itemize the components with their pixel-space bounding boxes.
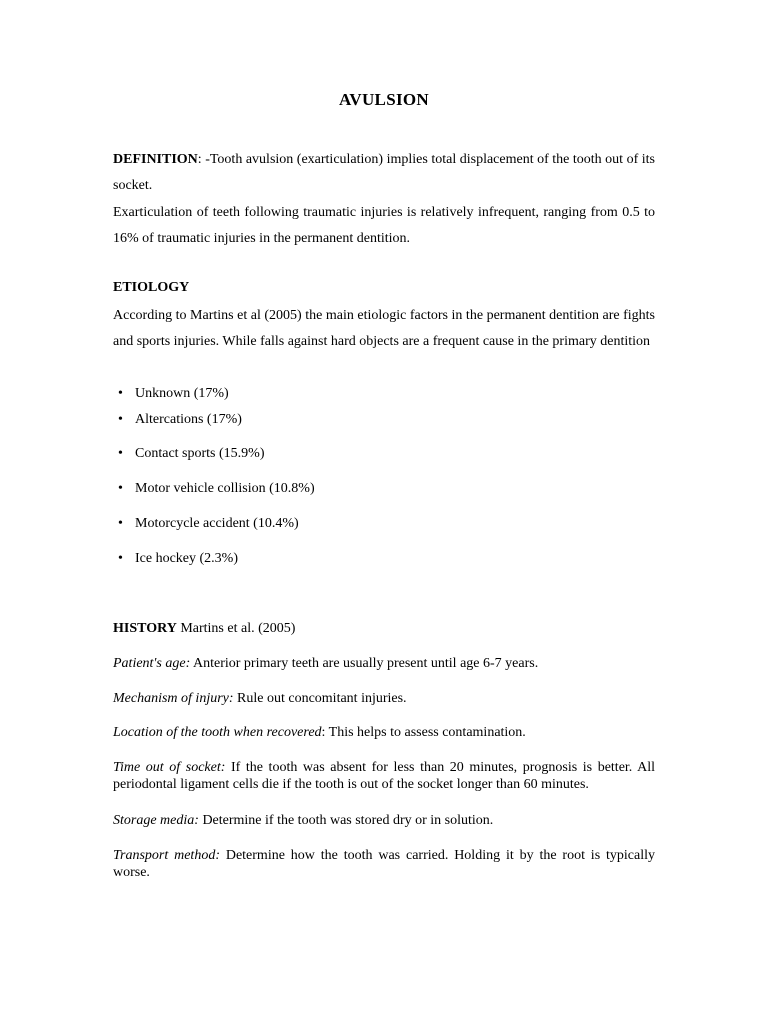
history-heading: HISTORY <box>113 621 177 636</box>
list-item <box>118 446 265 462</box>
history-entry-label: Mechanism of injury: <box>113 691 234 706</box>
history-entry-time-out <box>113 759 655 793</box>
history-entry-text: If the tooth was absent for less than 20 minutes, prognosis is better. All periodontal ligament cells die if the tooth is out of the socket longer than 60 minutes. <box>113 760 655 792</box>
history-entry-text: Anterior primary teeth are usually present until age 6-7 years. <box>190 656 539 671</box>
list-item-text: Altercations (17%) <box>135 412 242 427</box>
bullet-icon: • <box>118 516 123 531</box>
history-entry-transport <box>113 847 655 881</box>
bullet-icon: • <box>118 412 123 427</box>
exarticulation-paragraph: Exarticulation of teeth following traumatic injuries is relatively infrequent, ranging from 0.5 to 16% of traumatic injuries in the permanent dentition. <box>113 205 655 246</box>
list-item-text: Unknown (17%) <box>135 386 229 401</box>
list-item <box>118 386 229 402</box>
history-entry-text: : This helps to assess contamination. <box>321 725 526 740</box>
etiology-paragraph: According to Martins et al (2005) the main etiologic factors in the permanent dentition are fights and sports injuries. While falls against hard objects are a frequent cause in the primary dentition <box>113 308 655 349</box>
history-entry-storage <box>113 812 655 829</box>
history-entry-text: Rule out concomitant injuries. <box>233 691 407 706</box>
bullet-icon: • <box>118 386 123 401</box>
list-item <box>118 551 239 567</box>
list-item-text: Motorcycle accident (10.4%) <box>135 516 299 531</box>
list-item <box>118 516 299 532</box>
etiology-heading: ETIOLOGY <box>113 280 190 295</box>
list-item-text: Ice hockey (2.3%) <box>135 551 239 566</box>
definition-heading: DEFINITION <box>113 152 198 167</box>
document-title: AVULSION <box>339 90 429 109</box>
history-entry-mechanism <box>113 690 655 707</box>
bullet-icon: • <box>118 551 123 566</box>
history-entry-text: Determine if the tooth was stored dry or in solution. <box>198 813 494 828</box>
list-item-text: Motor vehicle collision (10.8%) <box>135 481 315 496</box>
history-entry-patient-age <box>113 655 655 672</box>
definition-paragraph <box>113 147 655 199</box>
history-entry-label: Storage media: <box>113 813 199 828</box>
bullet-icon: • <box>118 446 123 461</box>
list-item <box>118 412 242 428</box>
history-entry-location <box>113 724 655 741</box>
history-source: Martins et al. (2005) <box>176 621 296 636</box>
history-entry-label: Patient's age: <box>113 656 191 671</box>
list-item-text: Contact sports (15.9%) <box>135 446 265 461</box>
bullet-icon: • <box>118 481 123 496</box>
history-heading-line <box>113 620 655 637</box>
history-entry-label: Location of the tooth when recovered <box>113 725 322 740</box>
history-entry-text: Determine how the tooth was carried. Holding it by the root is typically worse. <box>113 848 655 880</box>
history-entry-label: Time out of socket: <box>113 760 226 775</box>
list-item <box>118 481 315 497</box>
definition-text: : -Tooth avulsion (exarticulation) implies total displacement of the tooth out of its socket. <box>113 152 655 193</box>
history-entry-label: Transport method: <box>113 848 220 863</box>
